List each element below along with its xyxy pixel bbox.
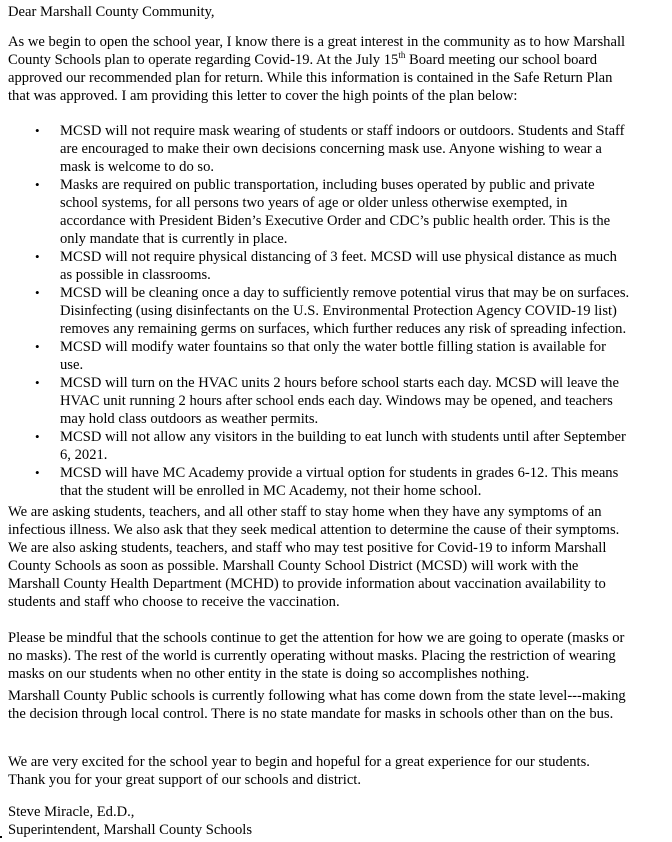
- bullet-line: mask is welcome to do so.: [60, 159, 215, 175]
- salutation: Dear Marshall County Community,: [8, 4, 215, 20]
- intro-line: [8, 51, 664, 69]
- paragraph-line: students and staff who choose to receive the vaccination.: [8, 594, 340, 610]
- bullet-icon: •: [35, 375, 40, 390]
- bullet-icon: •: [35, 339, 40, 354]
- bullet-line: 6, 2021.: [60, 447, 108, 463]
- bullet-icon: •: [35, 177, 40, 192]
- plan-bullet-item: [8, 428, 664, 464]
- bullet-line: are encouraged to make their own decisions concerning mask use. Anyone wishing to wear a: [60, 141, 602, 157]
- bullet-line: as possible in classrooms.: [60, 267, 211, 283]
- bullet-icon: •: [35, 123, 40, 138]
- paragraph-line: We are asking students, teachers, and all other staff to stay home when they have any symptoms of an: [8, 504, 602, 520]
- intro-paragraph: [8, 33, 664, 105]
- bullet-line: MCSD will not require physical distancing of 3 feet. MCSD will use physical distance as much: [60, 249, 617, 265]
- plan-bullet-item: [8, 464, 664, 500]
- intro-line: approved our recommended plan for return. While this information is contained in the Safe Return Plan: [8, 70, 613, 86]
- paragraph-line: County Schools as soon as possible. Marshall County School District (MCSD) will work with the: [8, 558, 579, 574]
- bullet-icon: •: [35, 465, 40, 480]
- paragraph-line: Marshall County Health Department (MCHD) to provide information about vaccination availability to: [8, 576, 606, 592]
- plan-bullet-item: [8, 248, 664, 284]
- bullet-icon: •: [35, 429, 40, 444]
- asking-paragraph: [8, 503, 664, 611]
- bullet-icon: •: [35, 249, 40, 264]
- paragraph-line: Thank you for your great support of our schools and district.: [8, 772, 362, 788]
- intro-line-text: Board meeting our school board: [405, 52, 598, 68]
- bullet-line: MCSD will modify water fountains so that only the water bottle filling station is available for: [60, 339, 606, 355]
- paragraph-line: no masks). The rest of the world is currently operating without masks. Placing the restriction of wearing: [8, 648, 616, 664]
- intro-line: As we begin to open the school year, I know there is a great interest in the community as to how Marshall: [8, 34, 626, 50]
- signature-title: Superintendent, Marshall County Schools: [8, 822, 253, 838]
- signature-block: [8, 803, 664, 839]
- bullet-line: MCSD will be cleaning once a day to sufficiently remove potential virus that may be on surfaces.: [60, 285, 630, 301]
- plan-bullet-item: [8, 338, 664, 374]
- paragraph-line: We are also asking students, teachers, and staff who may test positive for Covid-19 to inform Marshall: [8, 540, 607, 556]
- bullet-line: removes any remaining germs on surfaces, which further reduces any risk of spreading infection.: [60, 321, 627, 337]
- bullet-line: that the student will be enrolled in MC Academy, not their home school.: [60, 483, 482, 499]
- paragraph-line: Marshall County Public schools is currently following what has come down from the state level---making: [8, 688, 626, 704]
- bullet-line: MCSD will not require mask wearing of students or staff indoors or outdoors. Students and Staff: [60, 123, 625, 139]
- bullet-line: MCSD will not allow any visitors in the building to eat lunch with students until after September: [60, 429, 626, 445]
- excited-paragraph: [8, 753, 664, 789]
- paragraph-line: Please be mindful that the schools continue to get the attention for how we are going to operate (masks or: [8, 630, 625, 646]
- intro-line: that was approved. I am providing this letter to cover the high points of the plan below:: [8, 88, 518, 104]
- plan-bullet-item: [8, 374, 664, 428]
- plan-bullet-item: [8, 176, 664, 248]
- state-paragraph: [8, 687, 664, 723]
- stray-mark: [0, 836, 2, 838]
- superscript: th: [398, 50, 406, 61]
- paragraph-line: infectious illness. We also ask that they seek medical attention to determine the cause of their symptoms.: [8, 522, 620, 538]
- signature-name: Steve Miracle, Ed.D.,: [8, 804, 135, 820]
- bullet-icon: •: [35, 285, 40, 300]
- intro-line-text: County Schools plan to operate regarding Covid-19. At the July 15: [8, 52, 399, 68]
- paragraph-line: We are very excited for the school year to begin and hopeful for a great experience for our students.: [8, 754, 590, 770]
- plan-bullet-item: [8, 284, 664, 338]
- paragraph-line: the decision through local control. There is no state mandate for masks in schools other than on the bus.: [8, 706, 614, 722]
- mindful-paragraph: [8, 629, 664, 683]
- bullet-line: only mandate that is currently in place.: [60, 231, 288, 247]
- bullet-line: school systems, for all persons two years of age or older unless otherwise exempted, in: [60, 195, 568, 211]
- bullet-line: Disinfecting (using disinfectants on the U.S. Environmental Protection Agency COVID-19 list): [60, 303, 617, 319]
- paragraph-line: masks on our students when no other entity in the state is doing so accomplishes nothing.: [8, 666, 530, 682]
- bullet-line: accordance with President Biden’s Executive Order and CDC’s public health order. This is the: [60, 213, 611, 229]
- plan-bullet-list: [8, 122, 664, 500]
- bullet-line: HVAC unit running 2 hours after school ends each day. Windows may be opened, and teachers: [60, 393, 613, 409]
- bullet-line: Masks are required on public transportation, including buses operated by public and private: [60, 177, 595, 193]
- plan-bullet-item: [8, 122, 664, 176]
- bullet-line: use.: [60, 357, 84, 373]
- bullet-line: MCSD will turn on the HVAC units 2 hours before school starts each day. MCSD will leave the: [60, 375, 619, 391]
- bullet-line: may hold class outdoors as weather permits.: [60, 411, 319, 427]
- bullet-line: MCSD will have MC Academy provide a virtual option for students in grades 6-12. This means: [60, 465, 619, 481]
